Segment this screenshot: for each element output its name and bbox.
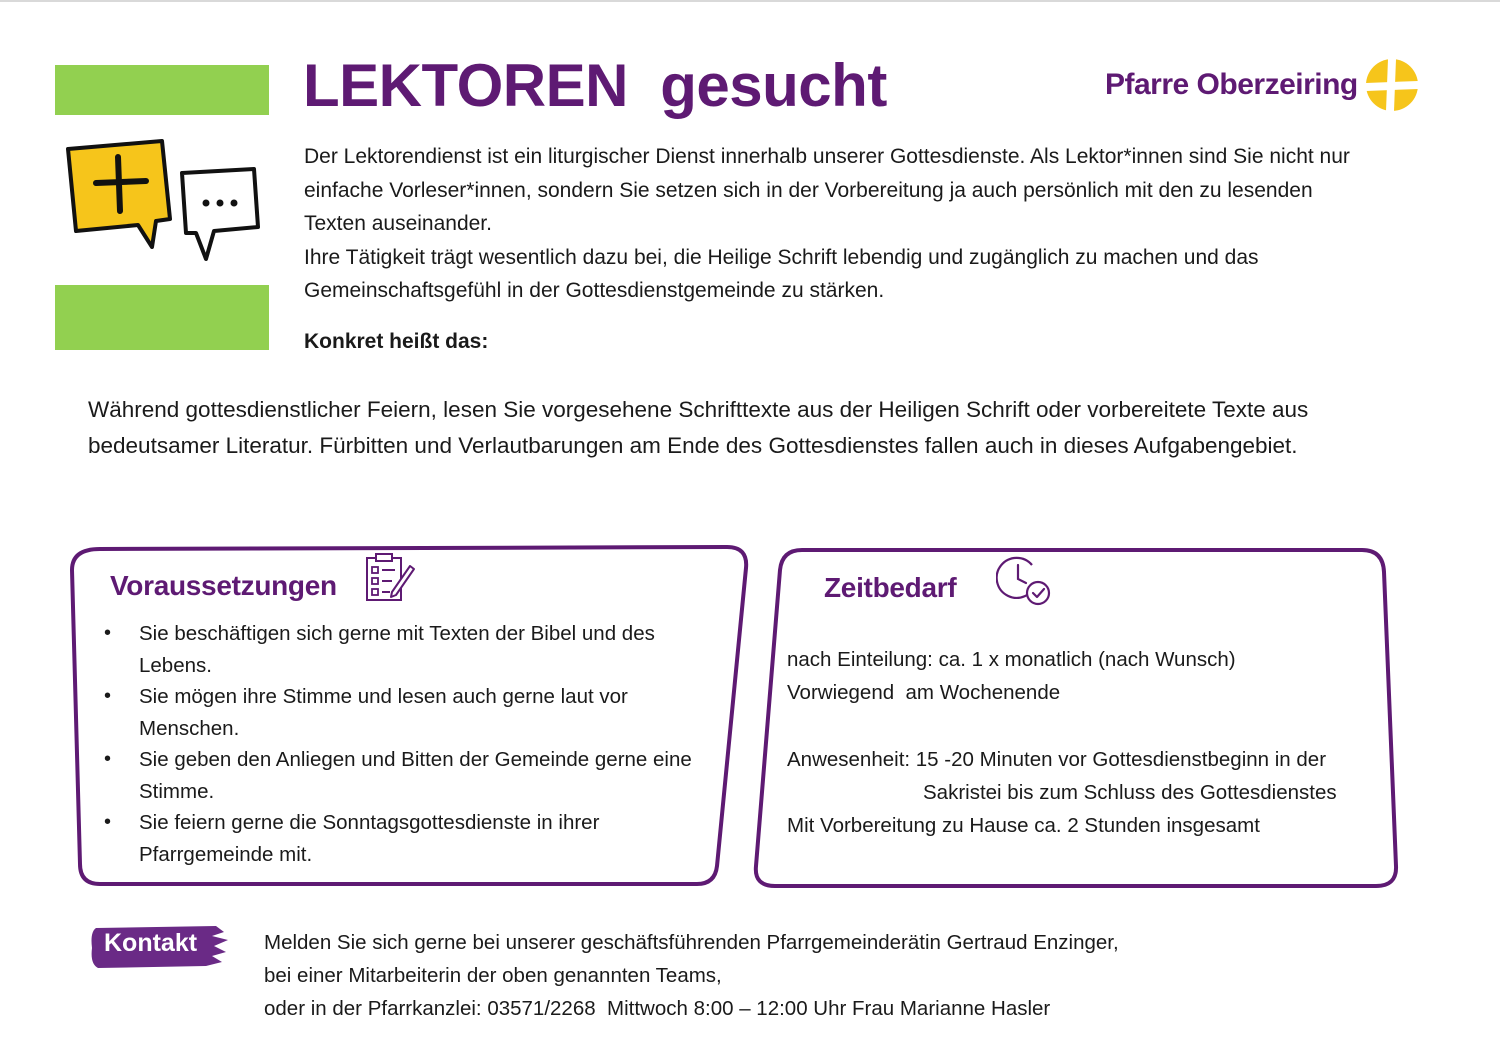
zeitbedarf-details (787, 643, 1387, 842)
zeitbedarf-line: Sakristei bis zum Schluss des Gottesdienstes (923, 781, 1337, 804)
spacer (787, 709, 1387, 743)
list-item: • Sie mögen ihre Stimme und lesen auch gerne laut vor Menschen. (104, 681, 704, 744)
cross-logo-icon (1360, 55, 1420, 115)
page-title: LEKTOREN gesucht (303, 52, 887, 119)
intro-line: Gemeinschaftsgefühl in der Gottesdienstgemeinde zu stärken. (304, 279, 885, 302)
top-divider (0, 0, 1500, 2)
duties-paragraph (88, 392, 1388, 464)
checklist-icon (362, 552, 416, 604)
zeitbedarf-line: Vorwiegend am Wochenende (787, 681, 1061, 704)
voraussetzungen-title: Voraussetzungen (110, 570, 337, 601)
intro-line: Der Lektorendienst ist ein liturgischer Dienst innerhalb unserer Gottesdienste. Als Lektor*innen sind Sie nicht nur (304, 145, 1350, 168)
brand-name: Pfarre Oberzeiring (1105, 68, 1358, 101)
kontakt-label: Kontakt (104, 929, 198, 957)
zeitbedarf-line: Anwesenheit: 15 -20 Minuten vor Gottesdienstbeginn in der (787, 748, 1327, 771)
kontakt-details (264, 926, 1264, 1025)
voraussetzungen-list (104, 618, 704, 870)
zeitbedarf-line: Mit Vorbereitung zu Hause ca. 2 Stunden insgesamt (787, 814, 1260, 837)
zeitbedarf-title: Zeitbedarf (824, 572, 957, 603)
clock-check-icon (996, 553, 1054, 607)
intro-line: einfache Vorleser*innen, sondern Sie setzen sich in der Vorbereitung ja auch persönlich mit den zu lesenden (304, 178, 1313, 202)
intro-paragraph (304, 140, 1404, 308)
intro-line: Ihre Tätigkeit trägt wesentlich dazu bei, die Heilige Schrift lebendig und zugänglich zu machen und das (304, 245, 1259, 269)
duties-line: Während gottesdienstlicher Feiern, lesen Sie vorgesehene Schrifttexte aus der Heiligen Schrift oder vorbereitete Texte aus (88, 397, 1309, 422)
kontakt-line: Melden Sie sich gerne bei unserer geschäftsführenden Pfarrgemeinderätin Gertraud Enzinger, (264, 931, 1119, 954)
zeitbedarf-line: nach Einteilung: ca. 1 x monatlich (nach Wunsch) (787, 648, 1236, 671)
green-accent-bar-top (55, 65, 269, 115)
intro-line: Texten auseinander. (304, 212, 492, 235)
konkret-heading: Konkret heißt das: (304, 330, 489, 353)
list-item: • Sie beschäftigen sich gerne mit Texten der Bibel und des Lebens. (104, 618, 704, 681)
kontakt-line: bei einer Mitarbeiterin der oben genannten Teams, (264, 964, 722, 987)
kontakt-line: oder in der Pfarrkanzlei: 03571/2268 Mittwoch 8:00 – 12:00 Uhr Frau Marianne Hasler (264, 997, 1051, 1020)
list-item: • Sie geben den Anliegen und Bitten der Gemeinde gerne eine Stimme. (104, 744, 704, 807)
speech-bubbles-cross-icon (58, 135, 268, 265)
duties-line: bedeutsamer Literatur. Fürbitten und Verlautbarungen am Ende des Gottesdienstes fallen auch in dieses Aufgabengebiet. (88, 433, 1298, 458)
green-accent-bar-bottom (55, 285, 269, 350)
brand-header (1105, 55, 1420, 115)
list-item: • Sie feiern gerne die Sonntagsgottesdienste in ihrer Pfarrgemeinde mit. (104, 807, 704, 870)
